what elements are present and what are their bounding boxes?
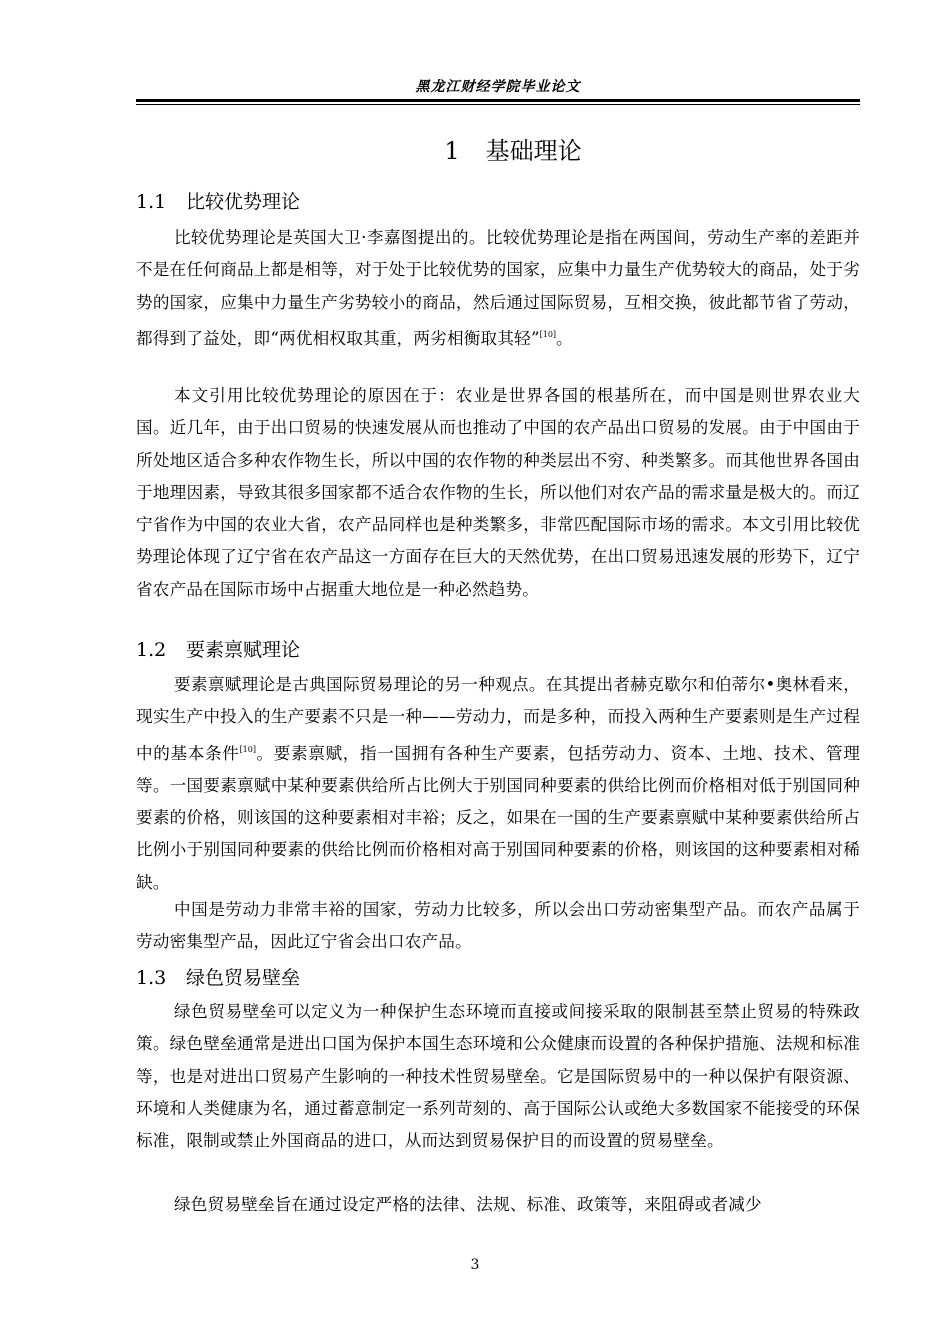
section-number: 1.2 [136,639,167,661]
chapter-title [136,135,890,167]
section-heading-1-2 [136,637,300,663]
section-number: 1.1 [136,191,167,213]
paragraph-tail: 。 [556,328,573,348]
paragraph [136,894,860,959]
paragraph [136,996,860,1157]
section-number: 1.3 [136,967,167,989]
section-heading-1-1 [136,189,300,215]
paragraph [136,380,860,606]
section-title: 比较优势理论 [186,191,301,213]
chapter-number: 1 [444,137,460,165]
chapter-title-text: 基础理论 [485,137,582,165]
paragraph-text: 比较优势理论是英国大卫·李嘉图提出的。比较优势理论是指在两国间，劳动生产率的差距并不是在任何商品上都是相等，对于处于比较优势的国家，应集中力量生产优势较大的商品，处于劣势的国家，应集中力量生产劣势较小的商品，然后通过国际贸易，互相交换，彼此都节省了劳动，都得到了益处，即“两优相权取其重，两劣相衡取其轻” [136,228,860,348]
page-number: 3 [470,1257,480,1273]
paragraph [136,222,860,355]
running-header: 黑龙江财经学院毕业论文 [415,79,581,95]
citation-ref: [10] [239,744,256,754]
paragraph [136,669,860,899]
section-title: 要素禀赋理论 [186,639,301,661]
header-rule-thin [136,104,860,105]
paragraph-text: 要素禀赋理论是古典国际贸易理论的另一种观点。在其提出者赫克歇尔和伯蒂尔•奥林看来，现实生产中投入的生产要素不只是一种——劳动力，而是多种，而投入两种生产要素则是生产过程中的基本条件 [136,675,860,763]
paragraph-text: 绿色贸易壁垒可以定义为一种保护生态环境而直接或间接采取的限制甚至禁止贸易的特殊政策。绿色壁垒通常是进出口国为保护本国生态环境和公众健康而设置的各种保护措施、法规和标准等，也是对进出口贸易产生影响的一种技术性贸易壁垒。它是国际贸易中的一种以保护有限资源、环境和人类健康为名，通过蓄意制定一系列苛刻的、高于国际公认或绝大多数国家不能接受的环保标准，限制或禁止外国商品的进口，从而达到贸易保护目的而设置的贸易壁垒。 [136,1002,860,1151]
paragraph-text: 绿色贸易壁垒旨在通过设定严格的法律、法规、标准、政策等，来阻碍或者减少 [174,1195,762,1214]
paragraph-text: 本文引用比较优势理论的原因在于：农业是世界各国的根基所在，而中国是则世界农业大国。近几年，由于出口贸易的快速发展从而也推动了中国的农产品出口贸易的发展。由于中国由于所处地区适合多种农作物生长，所以中国的农作物的种类层出不穷、种类繁多。而其他世界各国由于地理因素，导致其很多国家都不适合农作物的生长，所以他们对农产品的需求量是极大的。而辽宁省作为中国的农业大省，农产品同样也是种类繁多，非常匹配国际市场的需求。本文引用比较优势理论体现了辽宁省在农产品这一方面存在巨大的天然优势，在出口贸易迅速发展的形势下，辽宁省农产品在国际市场中占据重大地位是一种必然趋势。 [136,386,860,599]
section-title: 绿色贸易壁垒 [186,967,301,989]
section-heading-1-3 [136,965,300,991]
paragraph-tail: 。要素禀赋，指一国拥有各种生产要素，包括劳动力、资本、土地、技术、管理等。一国要素禀赋中某种要素供给所占比例大于别国同种要素的供给比例而价格相对低于别国同种要素的价格，则该国的这种要素相对丰裕；反之，如果在一国的生产要素禀赋中某种要素供给所占比例小于别国同种要素的供给比例而价格相对高于别国同种要素的价格，则该国的这种要素相对稀缺。 [136,743,861,892]
header-rule-thick [136,99,860,102]
paragraph [136,1189,860,1221]
citation-ref: [10] [539,329,557,339]
paragraph-text: 中国是劳动力非常丰裕的国家，劳动力比较多，所以会出口劳动密集型产品。而农产品属于劳动密集型产品，因此辽宁省会出口农产品。 [136,900,860,952]
